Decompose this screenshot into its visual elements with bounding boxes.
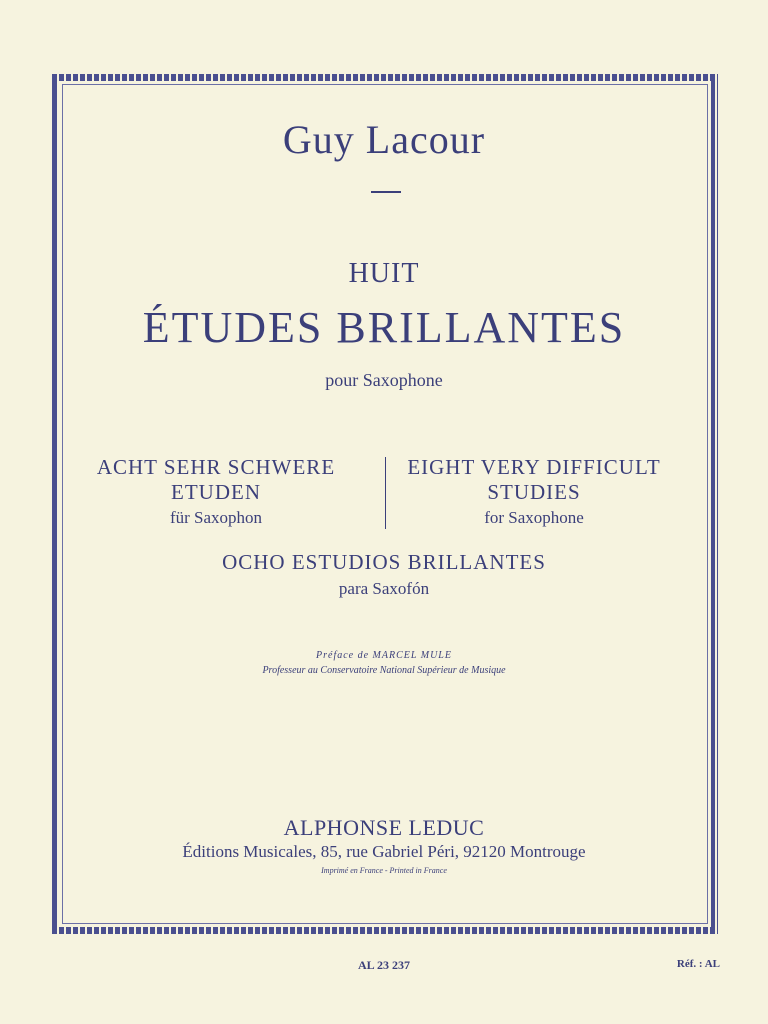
spanish-title: OCHO ESTUDIOS BRILLANTES xyxy=(222,550,546,574)
preface-credit: Préface de MARCEL MULE xyxy=(316,650,452,661)
english-title-line1: EIGHT VERY DIFFICULT xyxy=(407,455,661,479)
english-title-line2: STUDIES xyxy=(487,480,581,504)
english-title-block xyxy=(384,455,684,531)
subtitle-french: pour Saxophone xyxy=(325,370,443,390)
german-title-line2: ETUDEN xyxy=(171,480,261,504)
catalog-number: AL 23 237 xyxy=(357,958,410,972)
german-title-block xyxy=(66,455,366,531)
german-instrument: für Saxophon xyxy=(169,508,263,527)
title-count: HUIT xyxy=(348,258,420,289)
main-title: ÉTUDES BRILLANTES xyxy=(142,303,626,352)
composer-name: Guy Lacour xyxy=(282,117,486,162)
publisher-name: ALPHONSE LEDUC xyxy=(283,815,485,840)
reference-code: Réf. : AL xyxy=(676,958,720,970)
publisher-address: Éditions Musicales, 85, rue Gabriel Péri, 92120 Montrouge xyxy=(182,842,586,861)
german-title-line1: ACHT SEHR SCHWERE xyxy=(96,455,336,479)
spanish-instrument: para Saxofón xyxy=(338,579,430,598)
title-separator-dash xyxy=(371,191,401,193)
preface-affiliation: Professeur au Conservatoire National Supérieur de Musique xyxy=(262,665,506,676)
printed-in-note: Imprimé en France - Printed in France xyxy=(321,866,447,875)
english-instrument: for Saxophone xyxy=(484,508,584,527)
